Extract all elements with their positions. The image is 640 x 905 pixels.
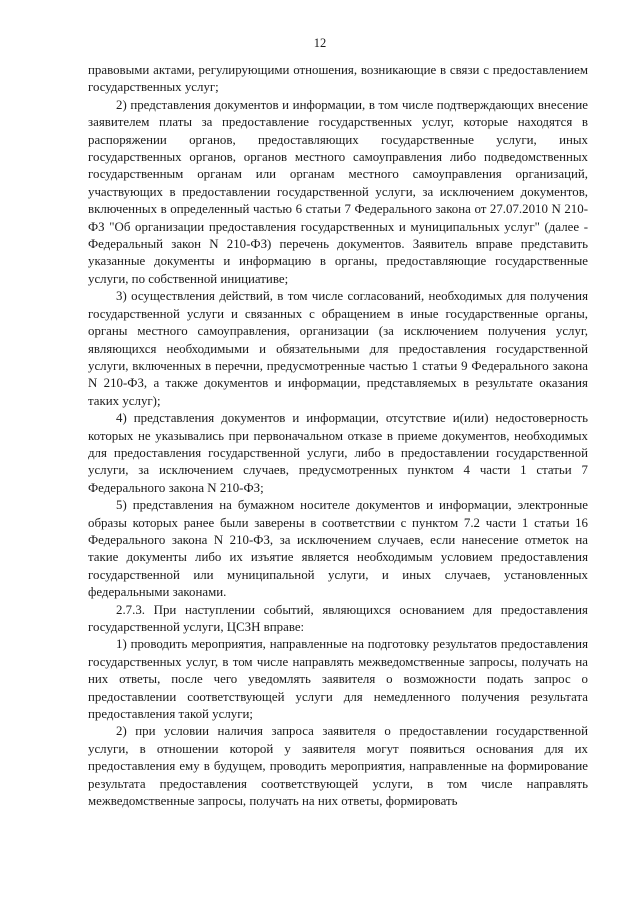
paragraph-item-5: 5) представления на бумажном носителе документов и информации, электронные образы которых ранее были заверены в соответствии с пунктом 7.2 части 1 статьи 16 Федерального закона N 210-ФЗ, за исключением случаев, если нанесение отметок на такие документы либо их изъятие является необходимым условием предоставления государственной или муниципальной услуги, и иных случаев, установленных федеральными законами. xyxy=(88,498,588,600)
paragraph-continuation: правовыми актами, регулирующими отношения, возникающие в связи с предоставлением государственных услуг; xyxy=(88,63,588,95)
paragraph-section-2-7-3: 2.7.3. При наступлении событий, являющихся основанием для предоставления государственной услуги, ЦСЗН вправе: xyxy=(88,602,588,634)
paragraph-subitem-2: 2) при условии наличия запроса заявителя о предоставлении государственной услуги, в отношении которой у заявителя могут появиться основания для их предоставления ему в будущем, проводить мероприятия, направленные на формирование результата предоставления соответствующей услуги, в том числе направлять межведомственные запросы, получать на них ответы, формировать xyxy=(88,724,588,809)
paragraph-subitem-1: 1) проводить мероприятия, направленные на подготовку результатов предоставления государственных услуг, в том числе направлять межведомственные запросы, получать на них ответы, после чего уведомлять заявителя о возможности подать запрос о предоставлении соответствующей услуги для немедленного получения результата предоставления такой услуги; xyxy=(88,637,588,722)
paragraph-item-2: 2) представления документов и информации, в том числе подтверждающих внесение заявителем платы за предоставление государственных услуг, которые находятся в распоряжении органов, предоставляющих государственные услуги, иных государственных органов, органов местного самоуправления либо подведомственных государственным органам или органам местного самоуправления организаций, участвующих в предоставлении государственной услуги, за исключением документов, включенных в определенный частью 6 статьи 7 Федерального закона от 27.07.2010 N 210-ФЗ "Об организации предоставления государственных и муниципальных услуг" (далее - Федеральный закон N 210-ФЗ) перечень документов. Заявитель вправе представить указанные документы и информацию в органы, предоставляющие государственные услуги, по собственной инициативе; xyxy=(88,97,588,286)
document-body xyxy=(88,62,588,810)
paragraph-item-4: 4) представления документов и информации, отсутствие и(или) недостоверность которых не указывались при первоначальном отказе в приеме документов, необходимых для предоставления государственной услуги, либо в предоставлении государственной услуги, за исключением случаев, предусмотренных пунктом 4 части 1 статьи 7 Федерального закона N 210-ФЗ; xyxy=(88,411,588,495)
page-number: 12 xyxy=(313,36,327,50)
paragraph-item-3: 3) осуществления действий, в том числе согласований, необходимых для получения государственной услуги и связанных с обращением в иные государственные органы, органы местного самоуправления, организации (за исключением получения услуг, являющихся необходимыми и обязательными для предоставления государственной услуги, включенных в перечни, предусмотренные частью 1 статьи 9 Федерального закона N 210-ФЗ, а также документов и информации, представляемых в результате оказания таких услуг); xyxy=(88,289,588,408)
